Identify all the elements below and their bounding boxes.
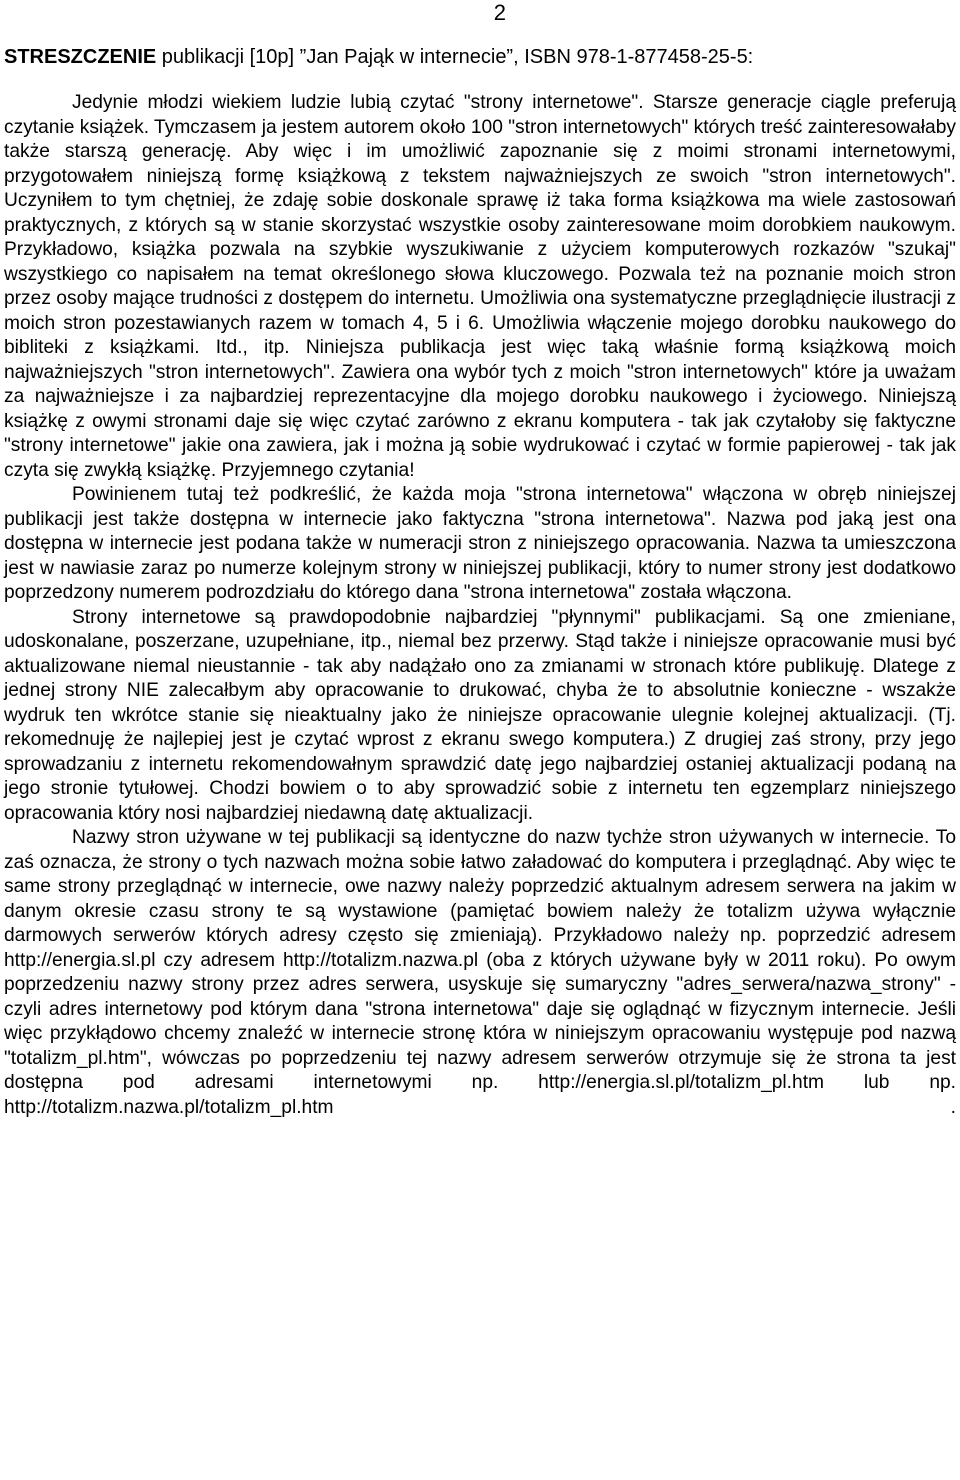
paragraph-addresses: Nazwy stron używane w tej publikacji są identyczne do nazw tychże stron używanych w internecie. To zaś oznacza, że strony o tych nazwach można sobie łatwo załadować do komputera i przeglądnąć. Aby więc te same strony przeglądnąć w internecie, owe nazwy należy poprzedzić aktualnym adresem serwera na jakim w danym okresie czasu strony te są wystawione (pamiętać bowiem należy że totalizm używa wyłącznie darmowych serwerów których adresy często się zmieniają). Przykładowo należy np. poprzedzić adresem http://energia.sl.pl czy adresem http://totalizm.nazwa.pl (oba z których używane były w 2011 roku). Po owym poprzedzeniu nazwy strony przez adres serwera, usyskuje się sumaryczny "adres_serwera/nazwa_strony" - czyli adres internetowy pod którym dana "strona internetowa" daje się oglądnąć w fizycznym internecie. Jeśli więc przykłądowo chcemy znaleźć w internecie stronę która w niniejszym opracowaniu występuje pod nazwą "totalizm_pl.htm", wówczas po poprzedzeniu tej nazwy adresem serwerów otrzymuje się że strona ta jest dostępna pod adresami internetowymi np. http://energia.sl.pl/totalizm_pl.htm lub np. http://totalizm.nazwa.pl/totalizm_pl.htm .: [4, 827, 956, 1118]
paragraph-page-names: Powinienem tutaj też podkreślić, że każda moja "strona internetowa" włączona w obręb niniejszej publikacji jest także dostępna w internecie jako faktyczna "strona internetowa". Nazwa pod jaką jest ona dostępna w internecie jest podana także w numeracji stron z niniejszego opracowania. Nazwa ta umieszczona jest w nawiasie zaraz po numerze kolejnym strony w niniejszej publikacji, który to numer strony jest dodatkowo poprzedzony numerem podrozdziału do którego dana "strona internetowa" została włączona.: [4, 484, 956, 603]
paragraph-intro: Jedynie młodzi wiekiem ludzie lubią czytać "strony internetowe". Starsze generacje ciągle preferują czytanie książek. Tymczasem ja jestem autorem około 100 "stron internetowych" których treść zainteresowałaby także starszą generację. Aby więc i im umożliwić zapoznanie się z moimi stronami internetowymi, przygotowałem niniejszą formę książkową z tekstem najważniejszych ze swoich "stron internetowych". Uczyniłem to tym chętniej, że zdaję sobie doskonale sprawę iż taka forma książkowa ma wiele zastosowań praktycznych, z których są w stanie skorzystać wszystkie osoby zainteresowane moim dorobkiem naukowym. Przykładowo, książka pozwala na szybkie wyszukiwanie z użyciem komputerowych rozkazów "szukaj" wszystkiego co napisałem na temat określonego słowa kluczowego. Pozwala też na poznanie moich stron przez osoby mające trudności z dostępem do internetu. Umożliwia ona systematyczne przeglądnięcie ilustracji z moich stron pozestawianych razem w tomach 4, 5 i 6. Umożliwia włączenie mojego dorobku naukowego do bibliteki z książkami. Itd., itp. Niniejsza publikacja jest więc taką właśnie formą książkową moich najważniejszych "stron internetowych". Zawiera ona wybór tych z moich "stron internetowych" które ja uważam za najważniejsze i za najbardziej reprezentacyjne dla mojego dorobku naukowego i życiowego. Niniejszą książkę z owymi stronami daje się więc czytać zarówno z ekranu komputera - tak jak czytałoby się faktyczne "strony internetowe" jakie ona zawiera, jak i można ją sobie wydrukować i czytać w formie papierowej - tak jak czyta się zwykłą książkę. Przyjemnego czytania!: [4, 92, 956, 481]
paragraph-updates: Strony internetowe są prawdopodobnie najbardziej "płynnymi" publikacjami. Są one zmieniane, udoskonalane, poszerzane, uzupełniane, itp., niemal bez przerwy. Stąd także i niniejsze opracowanie musi być aktualizowane niemal nieustannie - tak aby nadążało ono za zmianami w stronach które publikuję. Dlatege z jednej strony NIE zalecałbym aby opracowanie to drukować, chyba że to absolutnie konieczne - wszakże wydruk ten wkrótce stanie się nieaktualny jako że niniejsze opracowanie ulegnie kolejnej aktualizacji. (Tj. rekomednuję że najlepiej jest je czytać wprost z ekranu swego komputera.) Z drugiej zaś strony, przy jego sprowadzaniu z internetu rekomendowałnym sprawdzić datę jego najbardziej ostaniej aktualizacji podaną na jego stronie tytułowej. Chodzi bowiem o to aby sprowadzić sobie z internetu ten egzemplarz niniejszego opracowania który nosi najbardziej niedawną datę aktualizacji.: [4, 606, 956, 824]
summary-heading-title: publikacji [10p] ”Jan Pająk w internecie”, ISBN 978-1-877458-25-5:: [156, 46, 754, 68]
page-number: 2: [493, 0, 506, 25]
summary-heading: [4, 44, 956, 70]
summary-body: [4, 91, 956, 1120]
summary-heading-label: STRESZCZENIE: [4, 46, 157, 68]
